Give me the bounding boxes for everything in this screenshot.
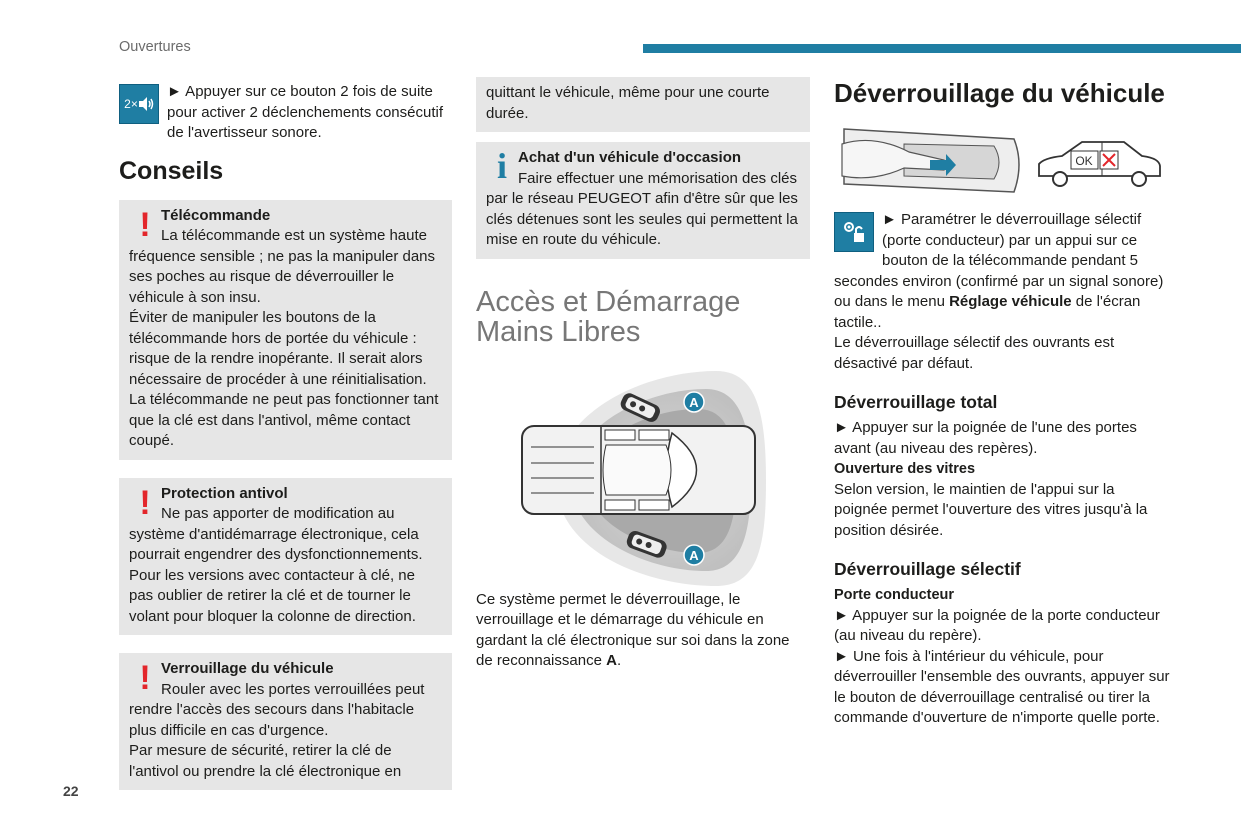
hands-free-paragraph	[476, 590, 810, 672]
paragraph-text: Ce système permet le déverrouillage, le verrouillage et le démarrage du véhicule en gardant la clé électronique sur soi dans la zone de reconnaissance	[476, 590, 790, 669]
box-title: Achat d'un véhicule d'occasion	[518, 149, 742, 166]
box-text: La télécommande ne peut pas fonctionner tant que la clé est dans l'antivol, même contact coupé.	[129, 391, 439, 449]
total-unlock-heading: Déverrouillage total	[834, 392, 998, 412]
selective-settings	[834, 210, 1170, 333]
unlock-settings-button-icon	[834, 212, 874, 252]
warning-box-antivol	[119, 478, 452, 636]
box-text: Éviter de manipuler les boutons de la télécommande hors de portée du véhicule : risque de la rendre inopérante. Il serait alors nécessaire de procéder à une réinitialisation.	[129, 309, 427, 388]
warning-icon: !	[139, 659, 151, 697]
settings-menu-name: Réglage véhicule	[949, 293, 1072, 310]
box-text: quittant le véhicule, même pour une courte durée.	[486, 84, 770, 122]
column-left	[119, 82, 452, 808]
box-text: Faire effectuer une mémorisation des clés par le réseau PEUGEOT afin d'être sûr que les clés détenues sont les seules qui permettent la mise en route du véhicule.	[486, 169, 798, 248]
selective-unlock-heading: Déverrouillage sélectif	[834, 559, 1021, 579]
gear-unlock-icon	[841, 219, 867, 245]
page-number: 22	[63, 783, 79, 799]
horn-icon-label: 2×	[124, 96, 138, 111]
driver-door-subheading: Porte conducteur	[834, 587, 955, 603]
ok-label: OK	[1075, 154, 1093, 168]
warning-box-continued	[476, 77, 810, 132]
windows-text: Selon version, le maintien de l'appui sur la poignée permet l'ouverture des vitres jusqu'à la position désirée.	[834, 480, 1148, 539]
heading-line: Accès et Démarrage	[476, 285, 741, 318]
box-title: Verrouillage du véhicule	[161, 660, 334, 677]
speaker-icon	[138, 97, 154, 111]
paragraph-bold: A	[606, 652, 617, 669]
hands-free-zone-illustration	[476, 371, 810, 586]
settings-text-part: ► Paramétrer le déverrouillage sélectif (porte conducteur) par un appui sur ce bouton de la télécommande pendant 5 secondes environ (confirmé par un signal sonore) ou dans le menu	[834, 211, 1164, 310]
box-text: Rouler avec les portes verrouillées peut rendre l'accès des secours dans l'habitacle plus difficile en cas d'urgence.	[129, 680, 425, 739]
warning-icon: !	[139, 205, 151, 244]
windows-subheading: Ouverture des vitres	[834, 461, 976, 477]
door-handle-hand-icon	[842, 129, 1019, 192]
warning-icon: !	[139, 483, 151, 522]
door-handle-illustration	[834, 124, 1164, 204]
driver-door-text: ► Appuyer sur la poignée de la porte conducteur (au niveau du repère).	[834, 606, 1160, 644]
box-title: Protection antivol	[161, 484, 288, 502]
car-side-icon	[1039, 142, 1160, 186]
central-unlock-text: ► Une fois à l'intérieur du véhicule, pour déverrouiller l'ensemble des ouvrants, appuyer sur le bouton de déverrouillage centralisé ou tirer la commande d'ouverture de n'importe quelle porte.	[834, 647, 1170, 726]
warning-box-verrouillage	[119, 653, 452, 790]
column-right	[834, 76, 1170, 729]
unlocking-heading: Déverrouillage du véhicule	[834, 78, 1165, 108]
box-text: La télécommande est un système haute fréquence sensible ; ne pas la manipuler dans ses poches au risque de déverrouiller le véhicule à son insu.	[129, 227, 436, 306]
box-text: Pour les versions avec contacteur à clé, ne pas oublier de retirer la clé et de tourner le volant pour bloquer la colonne de direction.	[129, 566, 416, 625]
header-accent-bar	[643, 44, 1241, 53]
settings-text	[834, 210, 1170, 333]
total-unlock-text: ► Appuyer sur la poignée de l'une des portes avant (au niveau des repères).	[834, 419, 1137, 457]
warning-box-telecommande	[119, 200, 452, 460]
settings-text-part: de l'écran tactile..	[834, 293, 1141, 331]
box-text: Ne pas apporter de modification au système d'antidémarrage électronique, cela pourrait engendrer des dysfonctionnements.	[129, 505, 423, 563]
horn-button-icon	[119, 84, 159, 124]
conseils-heading: Conseils	[119, 156, 224, 185]
column-middle	[476, 77, 810, 672]
box-text: Par mesure de sécurité, retirer la clé de l'antivol ou prendre la clé électronique en	[129, 742, 402, 780]
paragraph-end: .	[616, 652, 622, 669]
hands-free-heading	[476, 287, 810, 347]
info-icon: i	[496, 146, 507, 186]
horn-instruction	[119, 82, 452, 144]
vehicle-top-view	[522, 426, 755, 514]
info-box-occasion	[476, 142, 810, 259]
zone-a-label: A	[689, 394, 699, 410]
settings-default-text: Le déverrouillage sélectif des ouvrants est désactivé par défaut.	[834, 334, 1115, 372]
zone-a-label: A	[689, 547, 699, 563]
box-title: Télécommande	[161, 206, 271, 224]
heading-line: Mains Libres	[476, 315, 641, 348]
section-title: Ouvertures	[119, 39, 191, 55]
horn-text: ► Appuyer sur ce bouton 2 fois de suite pour activer 2 déclenchements consécutif de l'avertisseur sonore.	[167, 83, 443, 141]
